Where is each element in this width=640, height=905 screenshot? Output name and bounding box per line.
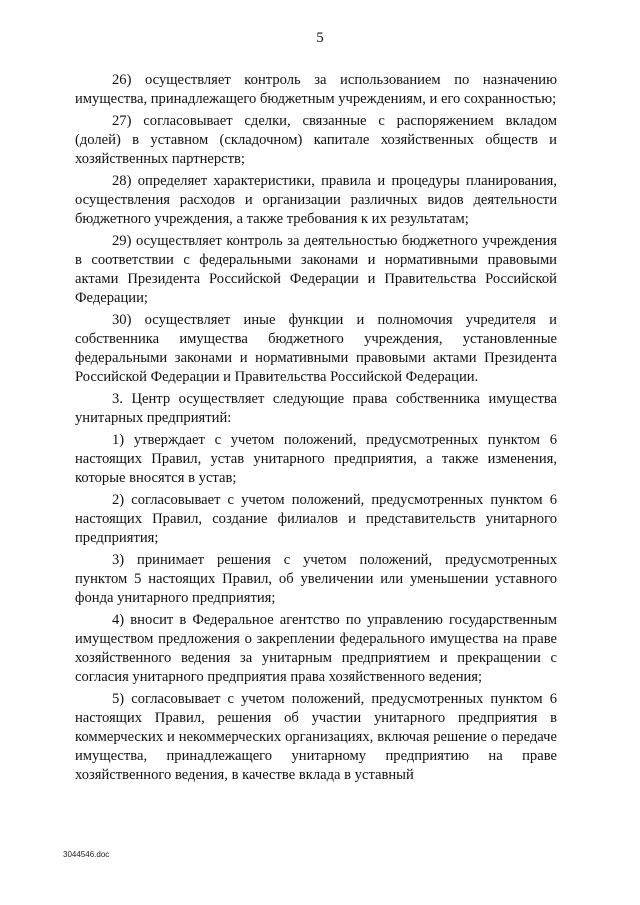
paragraph-28: 28) определяет характеристики, правила и процедуры планирования, осуществления расходов и организации различных видов деятельности бюджетного учреждения, а также требования к их результатам; bbox=[75, 173, 557, 227]
paragraph-3-2: 2) согласовывает с учетом положений, предусмотренных пунктом 6 настоящих Правил, создание филиалов и представительств унитарного предприятия; bbox=[75, 492, 557, 546]
document-filename: 3044546.doc bbox=[63, 850, 110, 859]
paragraph-3-5: 5) согласовывает с учетом положений, предусмотренных пунктом 6 настоящих Правил, решения об участии унитарного предприятия в коммерческих и некоммерческих организациях, включая решение о передаче имущества, принадлежащего унитарному предприятию на праве хозяйственного ведения, в качестве вклада в уставный bbox=[75, 691, 557, 783]
paragraph-section-3: 3. Центр осуществляет следующие права собственника имущества унитарных предприятий: bbox=[75, 391, 557, 426]
paragraph-3-3: 3) принимает решения с учетом положений, предусмотренных пунктом 5 настоящих Правил, об увеличении или уменьшении уставного фонда унитарного предприятия; bbox=[75, 552, 557, 606]
paragraph-27: 27) согласовывает сделки, связанные с распоряжением вкладом (долей) в уставном (складочном) капитале хозяйственных обществ и хозяйственных партнерств; bbox=[75, 113, 557, 167]
paragraph-29: 29) осуществляет контроль за деятельностью бюджетного учреждения в соответствии с федеральными законами и нормативными правовыми актами Президента Российской Федерации и Правительства Российской Федерации; bbox=[75, 233, 557, 306]
page-number: 5 bbox=[316, 30, 324, 46]
paragraph-26: 26) осуществляет контроль за использованием по назначению имущества, принадлежащего бюджетным учреждениям, и его сохранностью; bbox=[75, 72, 557, 107]
paragraph-30: 30) осуществляет иные функции и полномочия учредителя и собственника имущества бюджетного учреждения, установленные федеральными законами и нормативными правовыми актами Президента Российской Федерации и Правительства Российской Федерации. bbox=[75, 312, 557, 385]
paragraph-3-1: 1) утверждает с учетом положений, предусмотренных пунктом 6 настоящих Правил, устав унитарного предприятия, а также изменения, которые вносятся в устав; bbox=[75, 432, 557, 486]
document-body bbox=[75, 71, 557, 788]
paragraph-3-4: 4) вносит в Федеральное агентство по управлению государственным имуществом предложения о закреплении федерального имущества на праве хозяйственного ведения за унитарным предприятием и прекращении с согласия унитарного предприятия права хозяйственного ведения; bbox=[75, 612, 557, 685]
